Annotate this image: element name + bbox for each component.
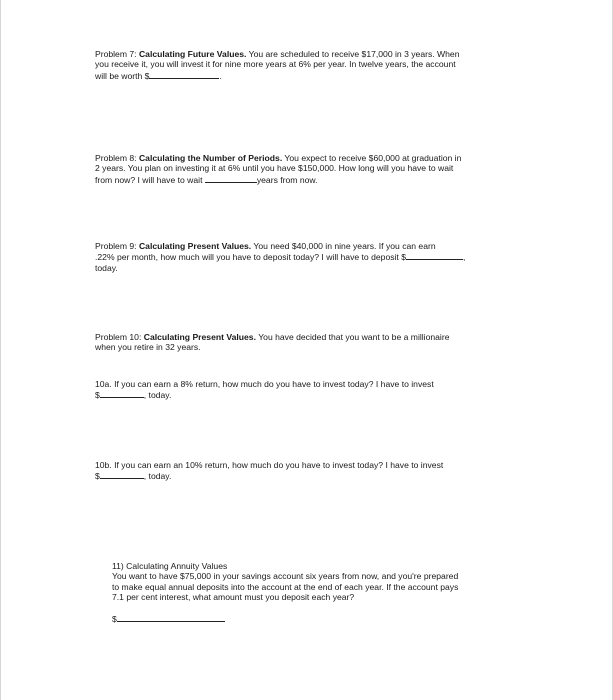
problem-10-label: Problem 10:: [95, 332, 144, 342]
problem-9-line2: .22% per month, how much will you have to deposit today? I will have to deposit $: [95, 252, 406, 263]
problem-10-line1: You have decided that you want to be a millionaire: [255, 332, 450, 342]
problem-7-answer-blank[interactable]: [149, 70, 222, 81]
problem-10-line2: when you retire in 32 years.: [95, 342, 201, 353]
problem-9-line3: today.: [95, 262, 118, 273]
problem-7-line3: will be worth $: [95, 70, 150, 81]
problem-8-line1: You expect to receive $60,000 at graduation in: [282, 153, 462, 163]
problem-7: [95, 49, 459, 81]
problem-8: [95, 153, 461, 185]
problem-10-title: Calculating Present Values.: [143, 332, 256, 342]
problem-10: [95, 332, 449, 353]
problem-10b: [95, 460, 443, 482]
problem-10b-answer-blank[interactable]: [100, 470, 144, 479]
problem-8-label: Problem 8:: [95, 153, 139, 163]
problem-7-label: Problem 7:: [95, 49, 139, 59]
problem-8-line2: 2 years. You plan on investing it at 6% until you have $150,000. How long will you have to wait: [95, 163, 454, 174]
problem-9-answer-blank[interactable]: [406, 251, 466, 263]
problem-11-answer-blank[interactable]: [117, 613, 225, 622]
problem-9-title: Calculating Present Values.: [138, 241, 252, 251]
problem-9: [95, 241, 465, 273]
problem-10b-dollar: $: [95, 471, 100, 482]
problem-11-dollar: $: [112, 614, 117, 625]
problem-7-line1: You are scheduled to receive $17,000 in 3 years. When: [246, 49, 460, 59]
problem-7-title: Calculating Future Values.: [138, 49, 247, 59]
problem-11-line1: You want to have $75,000 in your savings account six years from now, and you're prepared: [112, 571, 459, 582]
problem-10a-dollar: $: [95, 390, 100, 401]
problem-11-line3: 7.1 per cent interest, what amount must you deposit each year?: [112, 591, 355, 602]
problem-10a-line2-end: , today.: [143, 390, 172, 401]
problem-10b-line1: 10b. If you can earn an 10% return, how much do you have to invest today? I have to invest: [95, 460, 444, 470]
problem-11-line2: to make equal annual deposits into the account at the end of each year. If the account pays: [112, 581, 459, 592]
problem-9-line2-end: ,: [462, 252, 466, 263]
problem-10b-line2-end: , today.: [143, 471, 172, 482]
problem-10a-line1: 10a. If you can earn a 8% return, how much do you have to invest today? I have to invest: [95, 379, 434, 389]
problem-7-line3-end: .: [219, 70, 222, 81]
problem-8-title: Calculating the Number of Periods.: [138, 153, 283, 163]
problem-11-heading: 11) Calculating Annuity Values: [112, 561, 228, 571]
problem-7-line2: you receive it, you will invest it for nine more years at 6% per year. In twelve years, the account: [95, 59, 456, 70]
problem-9-line1: You need $40,000 in nine years. If you can earn: [251, 241, 436, 251]
problem-11: [112, 561, 458, 624]
problem-10a: [95, 379, 434, 401]
problem-8-answer-blank[interactable]: [205, 174, 257, 183]
problem-9-label: Problem 9:: [95, 241, 139, 251]
problem-8-line3-end: years from now.: [256, 174, 318, 185]
problem-8-line3: from now? I will have to wait: [95, 174, 203, 185]
problem-10a-answer-blank[interactable]: [100, 389, 144, 398]
